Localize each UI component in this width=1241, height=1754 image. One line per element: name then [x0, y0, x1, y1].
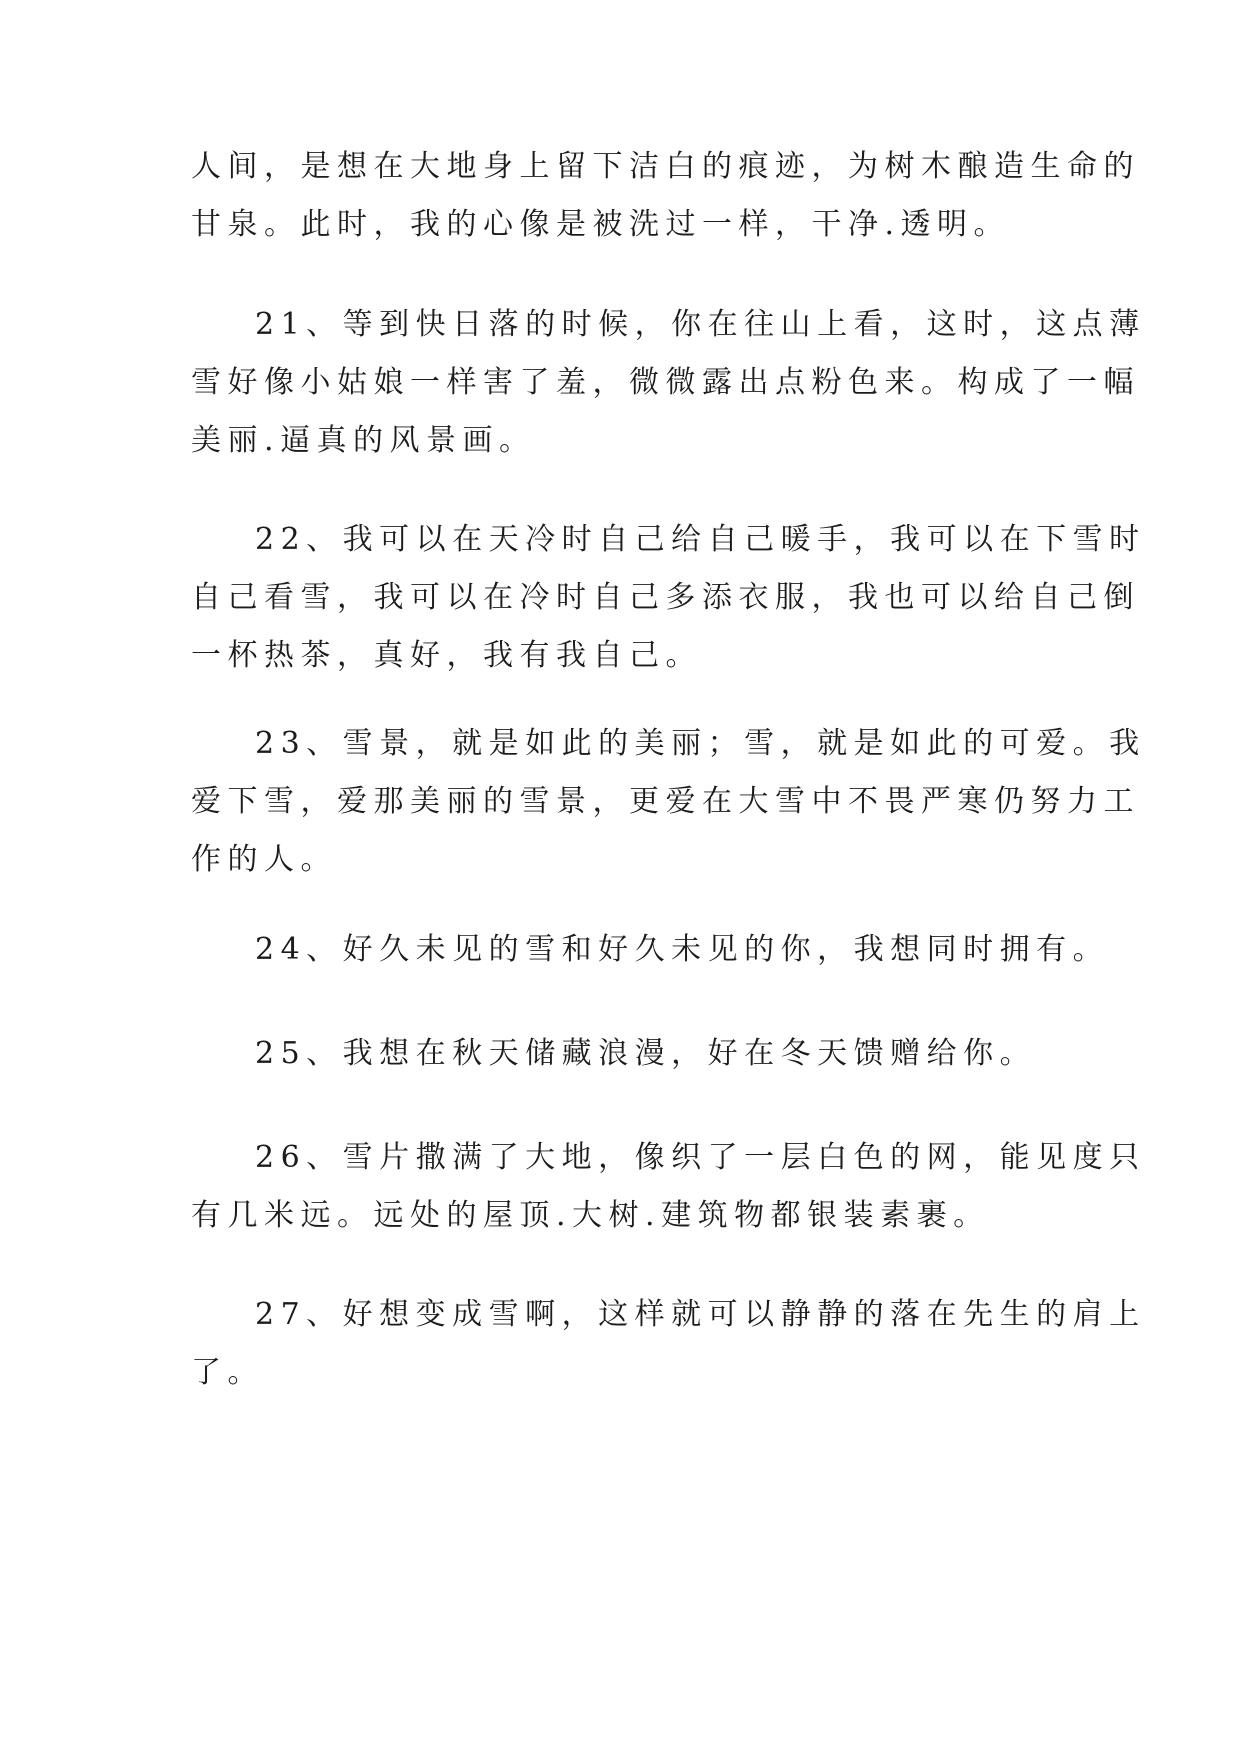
paragraph-line: 有几米远。远处的屋顶.大树.建筑物都银装素裹。 — [191, 1198, 990, 1233]
paragraph-line: 22、我可以在天冷时自己给自己暖手，我可以在下雪时 — [255, 522, 1146, 557]
paragraph-21 — [191, 296, 1146, 470]
paragraph-line: 人间，是想在大地身上留下洁白的痕迹，为树木酿造生命的 — [191, 149, 1140, 184]
paragraph-line: 了。 — [191, 1355, 264, 1390]
paragraph-25 — [191, 1025, 1051, 1083]
paragraph-line: 爱下雪，爱那美丽的雪景，更爱在大雪中不畏严寒仍努力工 — [191, 784, 1140, 819]
paragraph-22 — [191, 511, 1146, 685]
paragraph-23 — [191, 715, 1146, 889]
paragraph-line: 24、好久未见的雪和好久未见的你，我想同时拥有。 — [255, 932, 1110, 967]
paragraph-line: 27、好想变成雪啊，这样就可以静静的落在先生的肩上 — [255, 1297, 1146, 1332]
paragraph-line: 23、雪景，就是如此的美丽；雪，就是如此的可爱。我 — [255, 726, 1146, 761]
paragraph-continuation — [191, 138, 1140, 254]
paragraph-line: 一杯热茶，真好，我有我自己。 — [191, 638, 702, 673]
paragraph-line: 26、雪片撒满了大地，像织了一层白色的网，能见度只 — [255, 1140, 1146, 1175]
paragraph-line: 美丽.逼真的风景画。 — [191, 423, 536, 458]
paragraph-line: 雪好像小姑娘一样害了羞，微微露出点粉色来。构成了一幅 — [191, 365, 1140, 400]
paragraph-line: 作的人。 — [191, 842, 337, 877]
paragraph-line: 25、我想在秋天储藏浪漫，好在冬天馈赠给你。 — [255, 1036, 1037, 1071]
paragraph-26 — [191, 1129, 1146, 1245]
paragraph-line: 21、等到快日落的时候，你在往山上看，这时，这点薄 — [255, 307, 1146, 342]
paragraph-24 — [191, 921, 1110, 979]
paragraph-27 — [191, 1286, 1146, 1402]
paragraph-line: 甘泉。此时，我的心像是被洗过一样，干净.透明。 — [191, 207, 1011, 242]
paragraph-line: 自己看雪，我可以在冷时自己多添衣服，我也可以给自己倒 — [191, 580, 1140, 615]
